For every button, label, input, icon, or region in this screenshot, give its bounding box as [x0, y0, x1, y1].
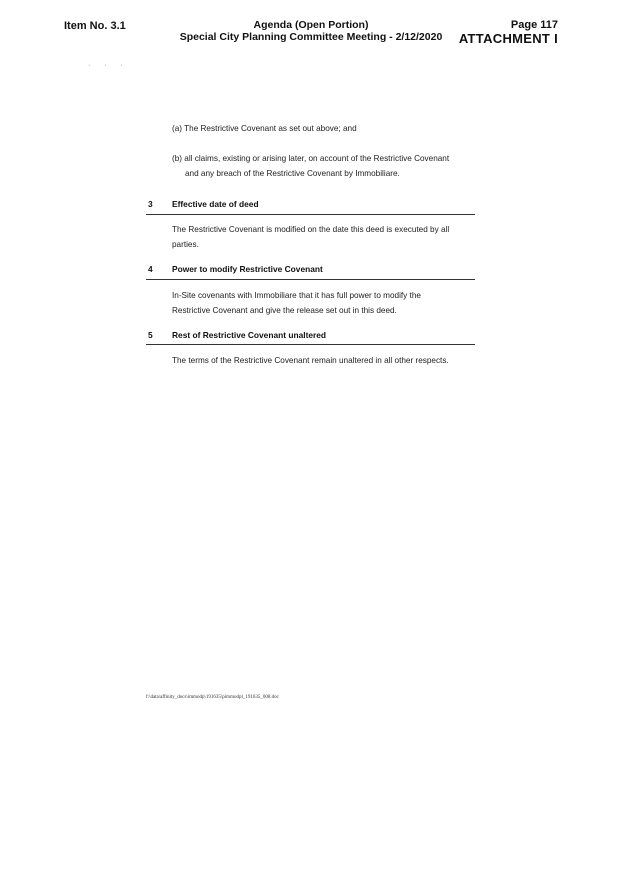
section-4-divider: [146, 279, 475, 280]
section-4-text-line-2: Restrictive Covenant and give the release set out in this deed.: [172, 306, 397, 315]
section-3-title: Effective date of deed: [172, 199, 259, 209]
item-number: Item No. 3.1: [64, 20, 126, 32]
section-3-number: 3: [148, 199, 153, 209]
agenda-line-2: Special City Planning Committee Meeting - 2/12/2020: [179, 31, 443, 43]
section-5-title: Rest of Restrictive Covenant unaltered: [172, 330, 327, 340]
list-item-b-line-1: (b) all claims, existing or arising later, on account of the Restrictive Covenant: [172, 154, 450, 163]
list-item-b-line-2: and any breach of the Restrictive Covenant by Immobiliare.: [185, 169, 400, 178]
section-4-number: 4: [148, 264, 153, 274]
footer-file-path: f:\data\affinity_docs\immodp\191635\pimmodpl_191635_008.doc: [146, 695, 279, 700]
section-5-divider: [146, 344, 475, 345]
section-3-text-line-1: The Restrictive Covenant is modified on the date this deed is executed by all: [172, 225, 450, 234]
section-3-text-line-2: parties.: [172, 240, 199, 249]
attachment-label: ATTACHMENT I: [458, 31, 558, 46]
list-item-a: (a) The Restrictive Covenant as set out above; and: [172, 124, 357, 133]
section-5-text-line-1: The terms of the Restrictive Covenant remain unaltered in all other respects.: [172, 356, 449, 365]
section-4-title: Power to modify Restrictive Covenant: [172, 264, 323, 274]
page-number: Page 117: [510, 19, 558, 31]
agenda-line-1: Agenda (Open Portion): [253, 19, 369, 31]
section-4-text-line-1: In-Site covenants with Immobiliare that it has full power to modify the: [172, 291, 421, 300]
section-5-number: 5: [148, 330, 153, 340]
scan-specks: · · ·: [88, 62, 129, 69]
section-3-divider: [146, 214, 475, 215]
